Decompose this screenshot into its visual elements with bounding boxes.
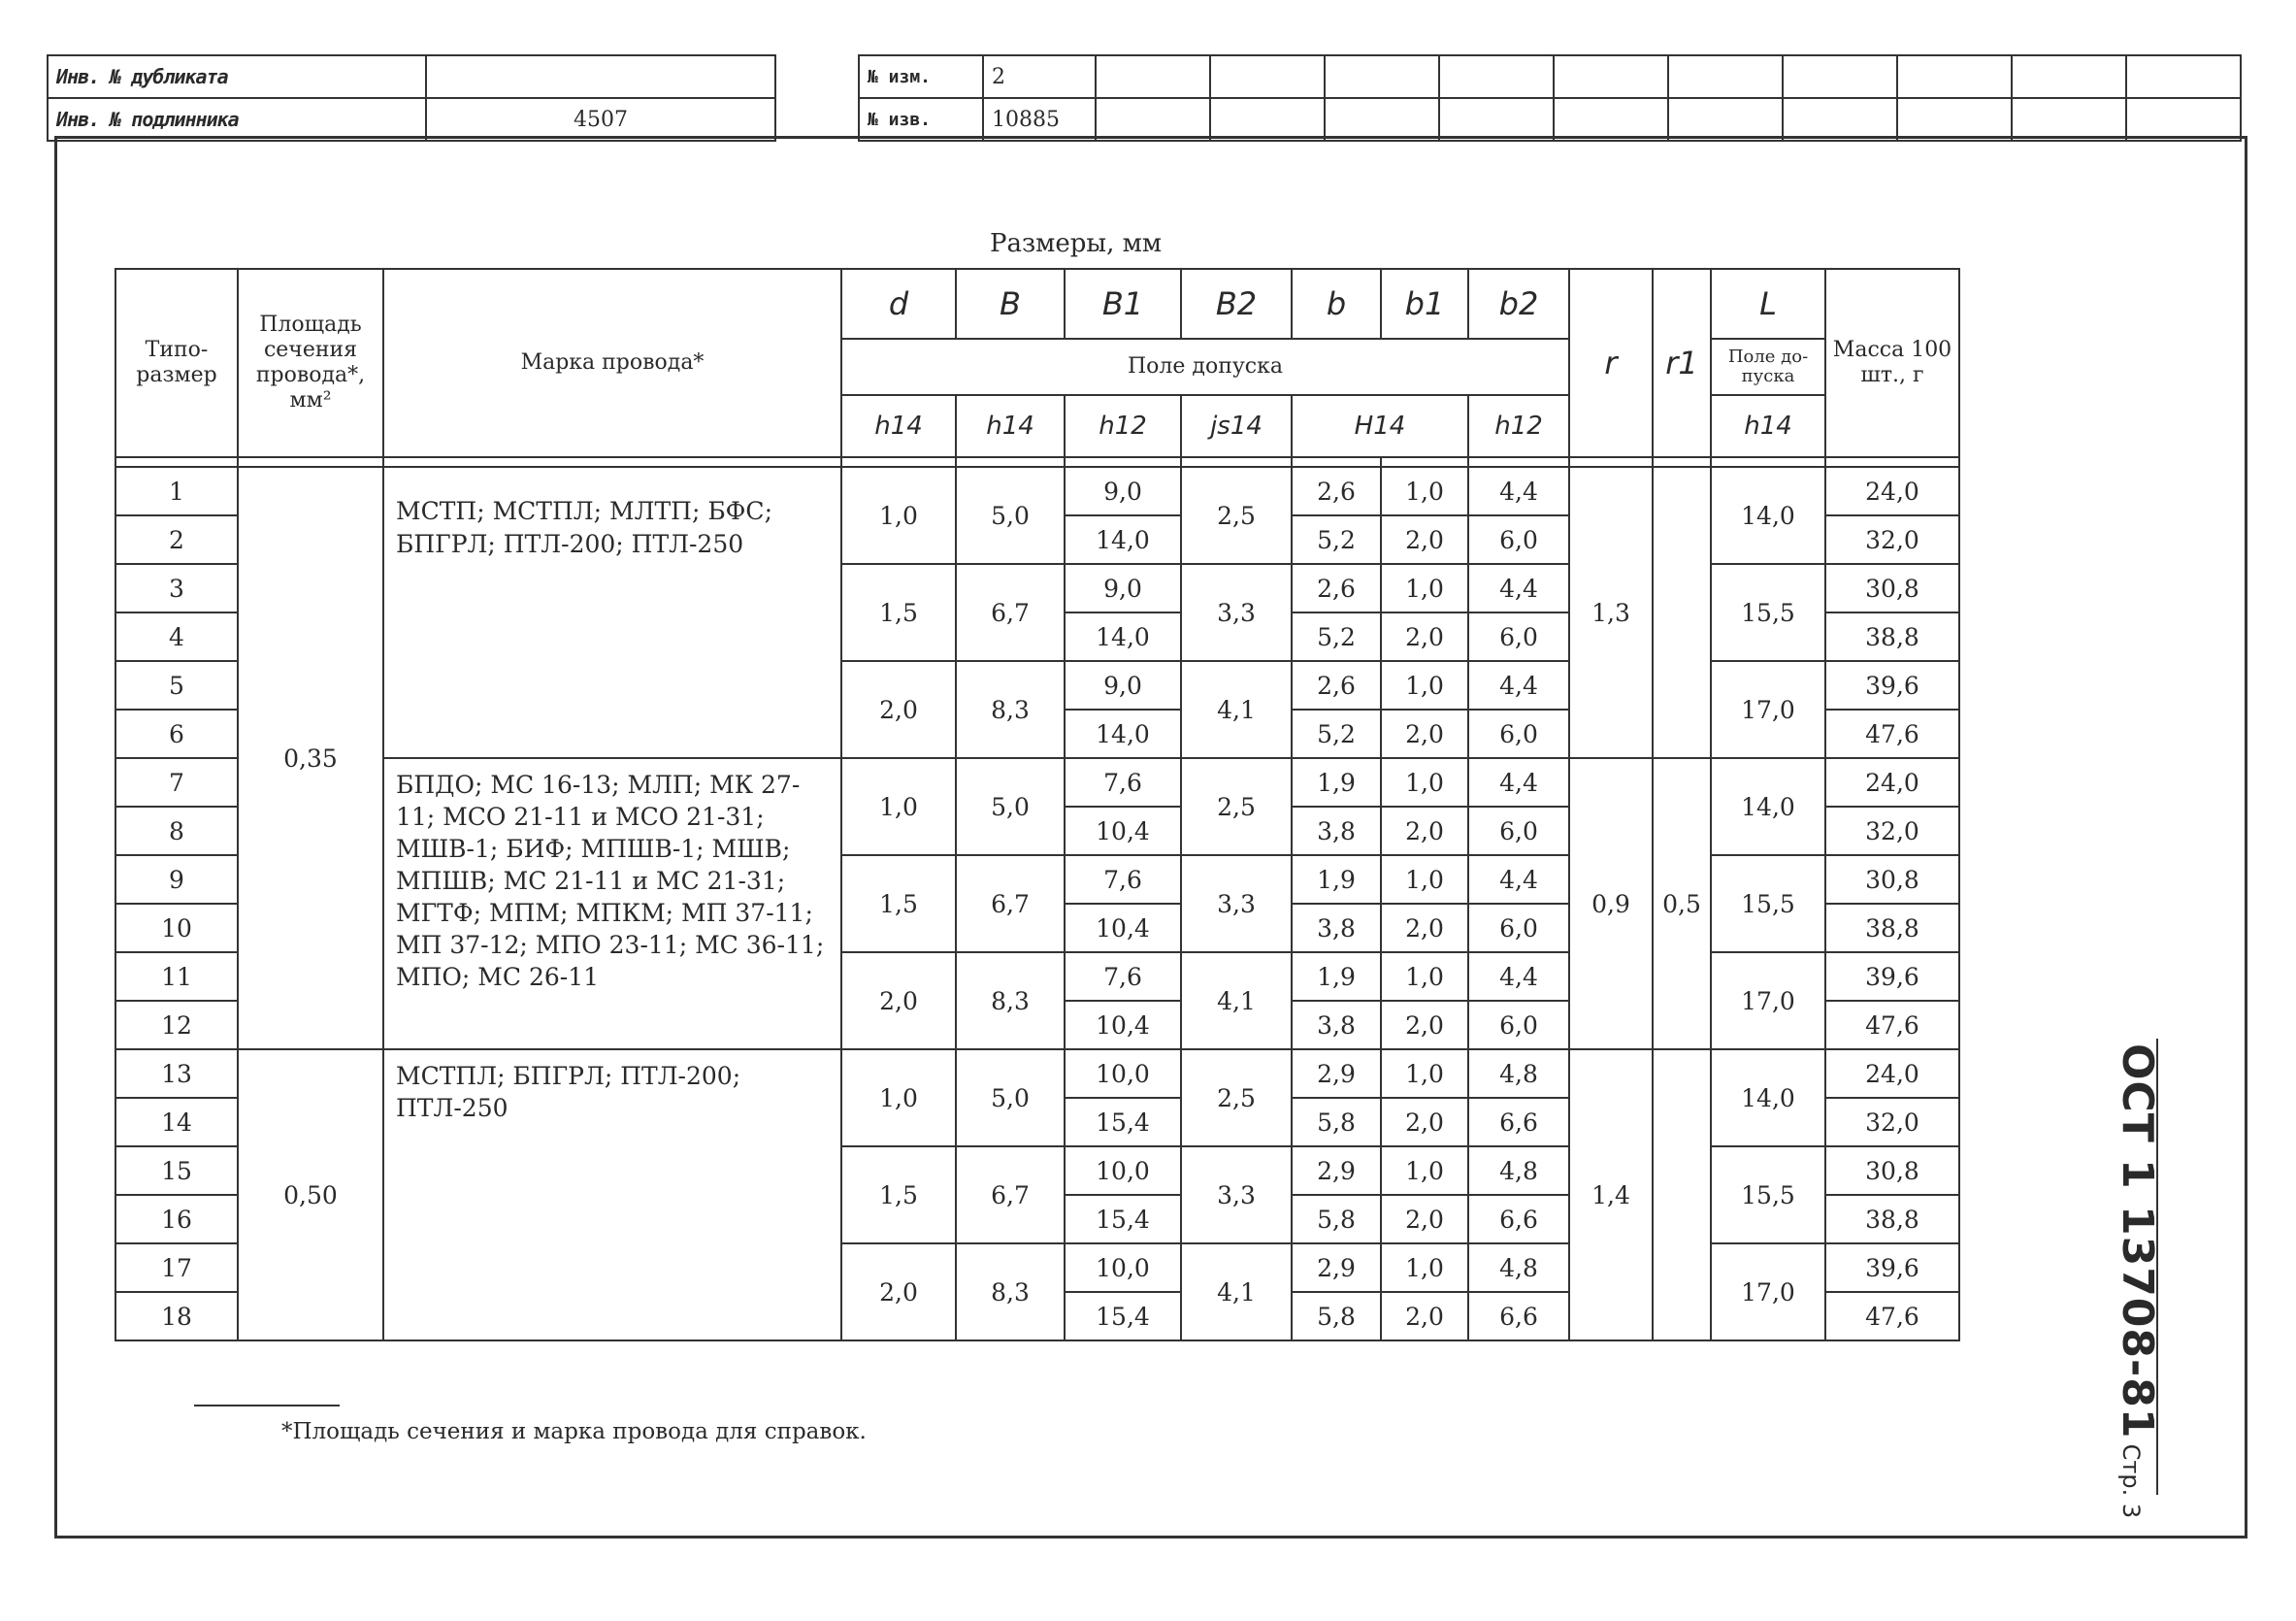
b2-cell: 4,4: [1468, 661, 1569, 710]
B1-cell: 10,4: [1065, 904, 1181, 952]
B-cell: 6,7: [956, 855, 1065, 952]
L-cell: 14,0: [1711, 467, 1825, 564]
type-size-cell: 13: [115, 1049, 238, 1098]
B1-cell: 9,0: [1065, 564, 1181, 612]
B1-cell: 15,4: [1065, 1195, 1181, 1243]
b1-cell: 2,0: [1381, 612, 1468, 661]
b-cell: 5,8: [1292, 1195, 1381, 1243]
d-cell: 2,0: [841, 661, 956, 758]
b1-cell: 2,0: [1381, 1292, 1468, 1340]
b1-cell: 1,0: [1381, 1049, 1468, 1098]
b1-cell: 2,0: [1381, 1195, 1468, 1243]
wire-mark-cell: МСТП; МСТПЛ; МЛТП; БФС; БПГРЛ; ПТЛ-200; ПТЛ-250: [383, 467, 841, 758]
b2-cell: 6,0: [1468, 1001, 1569, 1049]
b-cell: 5,8: [1292, 1292, 1381, 1340]
b2-cell: 4,4: [1468, 467, 1569, 515]
mass-cell: 39,6: [1825, 661, 1959, 710]
header-B2: B2: [1181, 269, 1292, 339]
b-cell: 2,9: [1292, 1049, 1381, 1098]
area-cell: 0,50: [238, 1049, 383, 1340]
header-b1: b1: [1381, 269, 1468, 339]
b-cell: 2,6: [1292, 564, 1381, 612]
type-size-cell: 7: [115, 758, 238, 807]
B1-cell: 10,4: [1065, 1001, 1181, 1049]
B2-cell: 4,1: [1181, 952, 1292, 1049]
type-size-cell: 10: [115, 904, 238, 952]
mass-cell: 24,0: [1825, 758, 1959, 807]
mass-cell: 30,8: [1825, 1146, 1959, 1195]
B1-cell: 10,0: [1065, 1049, 1181, 1098]
B-cell: 5,0: [956, 1049, 1065, 1146]
dup-label: Инв. № дубликата: [48, 55, 426, 98]
b2-cell: 6,6: [1468, 1292, 1569, 1340]
notice-value: 10885: [983, 98, 1096, 141]
mass-cell: 30,8: [1825, 855, 1959, 904]
type-size-cell: 15: [115, 1146, 238, 1195]
b1-cell: 1,0: [1381, 1146, 1468, 1195]
header-L: L: [1711, 269, 1825, 339]
change-value: 2: [983, 55, 1096, 98]
b1-cell: 1,0: [1381, 1243, 1468, 1292]
mass-cell: 32,0: [1825, 515, 1959, 564]
header-B: B: [956, 269, 1065, 339]
B1-cell: 15,4: [1065, 1292, 1181, 1340]
b1-cell: 1,0: [1381, 855, 1468, 904]
r-cell: 1,3: [1569, 467, 1653, 758]
B2-cell: 2,5: [1181, 467, 1292, 564]
header-b: b: [1292, 269, 1381, 339]
header-r: r: [1569, 269, 1653, 457]
B1-cell: 7,6: [1065, 855, 1181, 904]
header-type: Типо-размер: [115, 269, 238, 457]
b-cell: 2,6: [1292, 467, 1381, 515]
B1-cell: 7,6: [1065, 758, 1181, 807]
b-cell: 1,9: [1292, 855, 1381, 904]
b-cell: 3,8: [1292, 807, 1381, 855]
orig-value: 4507: [426, 98, 775, 141]
B-cell: 6,7: [956, 1146, 1065, 1243]
b1-cell: 1,0: [1381, 952, 1468, 1001]
b-cell: 3,8: [1292, 904, 1381, 952]
page-number: Стр. 3: [2117, 1443, 2145, 1519]
B2-cell: 3,3: [1181, 564, 1292, 661]
b2-cell: 6,6: [1468, 1098, 1569, 1146]
B1-cell: 9,0: [1065, 467, 1181, 515]
dup-value: [426, 55, 775, 98]
header-tolerance-field: Поле допуска: [841, 339, 1569, 395]
mass-cell: 38,8: [1825, 904, 1959, 952]
L-cell: 14,0: [1711, 758, 1825, 855]
B2-cell: 2,5: [1181, 758, 1292, 855]
wire-mark-cell: МСТПЛ; БПГРЛ; ПТЛ-200; ПТЛ-250: [383, 1049, 841, 1340]
b2-cell: 4,8: [1468, 1146, 1569, 1195]
B2-cell: 3,3: [1181, 855, 1292, 952]
header-mark: Марка провода*: [383, 269, 841, 457]
B-cell: 6,7: [956, 564, 1065, 661]
L-cell: 17,0: [1711, 661, 1825, 758]
d-cell: 1,5: [841, 564, 956, 661]
table-caption: Размеры, мм: [990, 229, 1163, 258]
type-size-cell: 12: [115, 1001, 238, 1049]
type-size-cell: 4: [115, 612, 238, 661]
b-cell: 2,9: [1292, 1146, 1381, 1195]
r-cell: 0,9: [1569, 758, 1653, 1049]
header-area: Площадь сечения провода*, мм²: [238, 269, 383, 457]
tol-b2: h12: [1468, 395, 1569, 457]
type-size-cell: 8: [115, 807, 238, 855]
orig-label: Инв. № подлинника: [48, 98, 426, 141]
type-size-cell: 6: [115, 710, 238, 758]
b2-cell: 4,8: [1468, 1049, 1569, 1098]
area-cell: 0,35: [238, 467, 383, 1049]
b2-cell: 6,0: [1468, 710, 1569, 758]
d-cell: 2,0: [841, 1243, 956, 1340]
mass-cell: 24,0: [1825, 467, 1959, 515]
b2-cell: 4,4: [1468, 758, 1569, 807]
b1-cell: 1,0: [1381, 467, 1468, 515]
b2-cell: 4,4: [1468, 855, 1569, 904]
b1-cell: 1,0: [1381, 564, 1468, 612]
L-cell: 14,0: [1711, 1049, 1825, 1146]
b2-cell: 6,6: [1468, 1195, 1569, 1243]
B2-cell: 3,3: [1181, 1146, 1292, 1243]
r1-empty-cell: [1653, 1049, 1711, 1340]
L-cell: 17,0: [1711, 1243, 1825, 1340]
B1-cell: 10,0: [1065, 1146, 1181, 1195]
B-cell: 5,0: [956, 467, 1065, 564]
b-cell: 1,9: [1292, 758, 1381, 807]
tol-B: h14: [956, 395, 1065, 457]
B2-cell: 4,1: [1181, 1243, 1292, 1340]
type-size-cell: 9: [115, 855, 238, 904]
mass-cell: 47,6: [1825, 710, 1959, 758]
d-cell: 1,5: [841, 855, 956, 952]
dimensions-table: [115, 268, 1960, 1341]
b-cell: 2,9: [1292, 1243, 1381, 1292]
tol-L: h14: [1711, 395, 1825, 457]
header-B1: B1: [1065, 269, 1181, 339]
d-cell: 1,0: [841, 1049, 956, 1146]
type-size-cell: 18: [115, 1292, 238, 1340]
notice-label: № изв.: [859, 98, 983, 141]
r1-empty-cell: [1653, 467, 1711, 758]
b2-cell: 6,0: [1468, 612, 1569, 661]
header-mass: Масса 100 шт., г: [1825, 269, 1959, 457]
type-size-cell: 1: [115, 467, 238, 515]
L-cell: 15,5: [1711, 564, 1825, 661]
mass-cell: 32,0: [1825, 807, 1959, 855]
r1-cell: 0,5: [1653, 758, 1711, 1049]
b-cell: 5,2: [1292, 612, 1381, 661]
b1-cell: 1,0: [1381, 661, 1468, 710]
B-cell: 5,0: [956, 758, 1065, 855]
B1-cell: 7,6: [1065, 952, 1181, 1001]
b2-cell: 4,8: [1468, 1243, 1569, 1292]
mass-cell: 38,8: [1825, 1195, 1959, 1243]
document-code: [2113, 1043, 2162, 1518]
B1-cell: 10,0: [1065, 1243, 1181, 1292]
mass-cell: 24,0: [1825, 1049, 1959, 1098]
stamp-changes: [858, 54, 2242, 142]
b-cell: 5,2: [1292, 515, 1381, 564]
tol-b-b1: H14: [1292, 395, 1468, 457]
table-row: [115, 467, 1959, 515]
footnote-rule: [194, 1405, 340, 1406]
d-cell: 1,0: [841, 467, 956, 564]
stamp-inventory: [47, 54, 776, 142]
tol-B1: h12: [1065, 395, 1181, 457]
type-size-cell: 14: [115, 1098, 238, 1146]
standard-code: ОСТ 1 13708-81: [2113, 1043, 2162, 1439]
header-r1: r1: [1653, 269, 1711, 457]
b2-cell: 6,0: [1468, 904, 1569, 952]
wire-mark-cell: БПДО; МС 16-13; МЛП; МК 27-11; МСО 21-11 и МСО 21-31; МШВ-1; БИФ; МПШВ-1; МШВ; МПШВ; МС 21-11 и МС 21-31; МГТФ; МПМ; МПКМ; МП 37-11; МП 37-12; МПО 23-11; МС 36-11; МПО; МС 26-11: [383, 758, 841, 1049]
table-row: [115, 1049, 1959, 1098]
B-cell: 8,3: [956, 661, 1065, 758]
tol-B2: js14: [1181, 395, 1292, 457]
b2-cell: 4,4: [1468, 564, 1569, 612]
mass-cell: 39,6: [1825, 1243, 1959, 1292]
B1-cell: 14,0: [1065, 515, 1181, 564]
tol-d: h14: [841, 395, 956, 457]
b2-cell: 6,0: [1468, 515, 1569, 564]
type-size-cell: 11: [115, 952, 238, 1001]
b2-cell: 4,4: [1468, 952, 1569, 1001]
header-L-tolerance-label: Поле до-пуска: [1711, 339, 1825, 395]
mass-cell: 38,8: [1825, 612, 1959, 661]
b-cell: 3,8: [1292, 1001, 1381, 1049]
b1-cell: 2,0: [1381, 807, 1468, 855]
b-cell: 5,8: [1292, 1098, 1381, 1146]
d-cell: 1,0: [841, 758, 956, 855]
B-cell: 8,3: [956, 952, 1065, 1049]
d-cell: 2,0: [841, 952, 956, 1049]
header-d: d: [841, 269, 956, 339]
b1-cell: 1,0: [1381, 758, 1468, 807]
type-size-cell: 16: [115, 1195, 238, 1243]
mass-cell: 47,6: [1825, 1001, 1959, 1049]
d-cell: 1,5: [841, 1146, 956, 1243]
table-row: [115, 758, 1959, 807]
b-cell: 1,9: [1292, 952, 1381, 1001]
B1-cell: 10,4: [1065, 807, 1181, 855]
type-size-cell: 5: [115, 661, 238, 710]
B-cell: 8,3: [956, 1243, 1065, 1340]
B1-cell: 9,0: [1065, 661, 1181, 710]
header-b2: b2: [1468, 269, 1569, 339]
mass-cell: 39,6: [1825, 952, 1959, 1001]
footnote: *Площадь сечения и марка провода для справок.: [281, 1419, 867, 1444]
B1-cell: 14,0: [1065, 710, 1181, 758]
r-cell: 1,4: [1569, 1049, 1653, 1340]
b1-cell: 2,0: [1381, 1001, 1468, 1049]
b1-cell: 2,0: [1381, 1098, 1468, 1146]
change-label: № изм.: [859, 55, 983, 98]
B2-cell: 4,1: [1181, 661, 1292, 758]
b-cell: 5,2: [1292, 710, 1381, 758]
B1-cell: 15,4: [1065, 1098, 1181, 1146]
mass-cell: 32,0: [1825, 1098, 1959, 1146]
b2-cell: 6,0: [1468, 807, 1569, 855]
type-size-cell: 2: [115, 515, 238, 564]
type-size-cell: 3: [115, 564, 238, 612]
B2-cell: 2,5: [1181, 1049, 1292, 1146]
L-cell: 15,5: [1711, 1146, 1825, 1243]
b1-cell: 2,0: [1381, 904, 1468, 952]
b-cell: 2,6: [1292, 661, 1381, 710]
B1-cell: 14,0: [1065, 612, 1181, 661]
L-cell: 15,5: [1711, 855, 1825, 952]
type-size-cell: 17: [115, 1243, 238, 1292]
mass-cell: 30,8: [1825, 564, 1959, 612]
L-cell: 17,0: [1711, 952, 1825, 1049]
b1-cell: 2,0: [1381, 710, 1468, 758]
b1-cell: 2,0: [1381, 515, 1468, 564]
mass-cell: 47,6: [1825, 1292, 1959, 1340]
